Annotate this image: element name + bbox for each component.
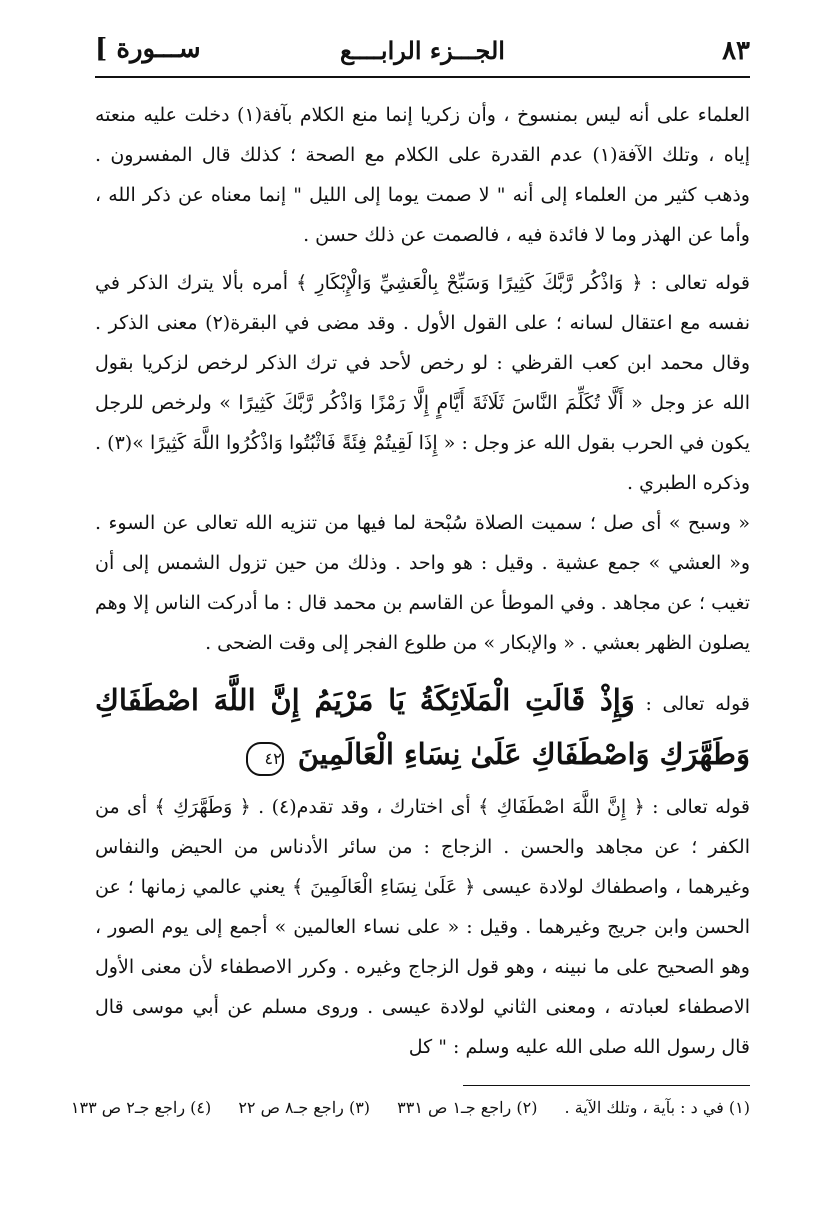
footnote-item: (٣) راجع جـ٨ ص ٢٢ <box>238 1098 371 1117</box>
page-header <box>95 30 750 74</box>
paragraph: العلماء على أنه ليس بمنسوخ ، وأن زكريا إنما منع الكلام بآفة(١) دخلت عليه منعته إياه ، وتلك الآفة(١) عدم القدرة على الكلام مع الصحة ؛ كذلك قال المفسرون . وذهب كثير من العلماء إلى أنه " لا صمت يوما إلى الليل " إنما معناه عن ذكر الله ، وأما عن الهذر وما لا فائدة فيه ، فالصمت عن ذلك حسن . <box>95 104 751 246</box>
footnote-item: (٤) راجع جـ٢ ص ١٣٣ <box>70 1098 212 1117</box>
main-text <box>95 95 750 1067</box>
paragraph: « وسبح » أى صل ؛ سميت الصلاة سُبْحة لما فيها من تنزيه الله تعالى عن السوء . و« العشي » جمع عشية . وقيل : هو واحد . وذلك من حين تزول الشمس إلى أن تغيب ؛ عن مجاهد . وفي الموطأ عن القاسم بن محمد قال : ما أدركت الناس إلا وهم يصلون الظهر بعشي . « والإبكار » من طلوع الفجر إلى وقت الضحى . <box>95 512 750 654</box>
quran-verse: وَإِذْ قَالَتِ الْمَلَائِكَةُ يَا مَرْيَمُ إِنَّ اللَّهَ اصْطَفَاكِ وَطَهَّرَكِ وَاصْطَفَاكِ عَلَىٰ نِسَاءِ الْعَالَمِينَ <box>95 683 750 771</box>
footnote-item: (١) في د : بآية ، وتلك الآية . <box>564 1098 750 1117</box>
surah-label: ســـورة ] <box>95 34 201 64</box>
footnote-item: (٢) راجع جـ١ ص ٣٣١ <box>397 1098 538 1117</box>
running-head: الجـــزء الرابــــع <box>340 36 505 65</box>
paragraph: قوله تعالى : ﴿ إِنَّ اللَّهَ اصْطَفَاكِ ﴾ أى اختارك ، وقد تقدم(٤) . ﴿ وَطَهَّرَكِ ﴾ أى من الكفر ؛ عن مجاهد والحسن . الزجاج : من سائر الأدناس من الحيض والنفاس وغيرهما ، واصطفاك لولادة عيسى ﴿ عَلَىٰ نِسَاءِ الْعَالَمِينَ ﴾ يعني عالمي زمانها ؛ عن الحسن وابن جريج وغيرهما . وقيل : « على نساء العالمين » أجمع إلى يوم الصور ، وهو الصحيح على ما نبينه ، وهو قول الزجاج وغيره . وكرر الاصطفاء لأن معنى الأول الاصطفاء لعبادته ، ومعنى الثاني لولادة عيسى . وروى مسلم عن أبي موسى قال قال رسول الله صلى الله عليه وسلم : " كل <box>95 796 750 1058</box>
footnote-divider <box>463 1085 750 1086</box>
ayah-number-marker: ٤٢ <box>246 742 284 776</box>
verse-intro: قوله تعالى : <box>645 693 750 715</box>
verse-block <box>95 673 750 781</box>
footnotes <box>70 1094 750 1122</box>
paragraph: قوله تعالى : ﴿ وَاذْكُر رَّبَّكَ كَثِيرًا وَسَبِّحْ بِالْعَشِيِّ وَالْإِبْكَارِ ﴾ أمره بألا يترك الذكر في نفسه مع اعتقال لسانه ؛ على القول الأول . وقد مضى في البقرة(٢) معنى الذكر . وقال محمد ابن كعب القرظي : لو رخص لأحد في ترك الذكر لرخص لزكريا بقول الله عز وجل « أَلَّا تُكَلِّمَ النَّاسَ ثَلَاثَةَ أَيَّامٍ إِلَّا رَمْزًا وَاذْكُر رَّبَّكَ كَثِيرًا » ولرخص للرجل يكون في الحرب بقول الله عز وجل : « إِذَا لَقِيتُمْ فِئَةً فَاثْبُتُوا وَاذْكُرُوا اللَّهَ كَثِيرًا »(٣) . وذكره الطبري . <box>95 272 751 494</box>
page-number: ٨٣ <box>722 36 750 66</box>
header-divider <box>95 76 750 78</box>
